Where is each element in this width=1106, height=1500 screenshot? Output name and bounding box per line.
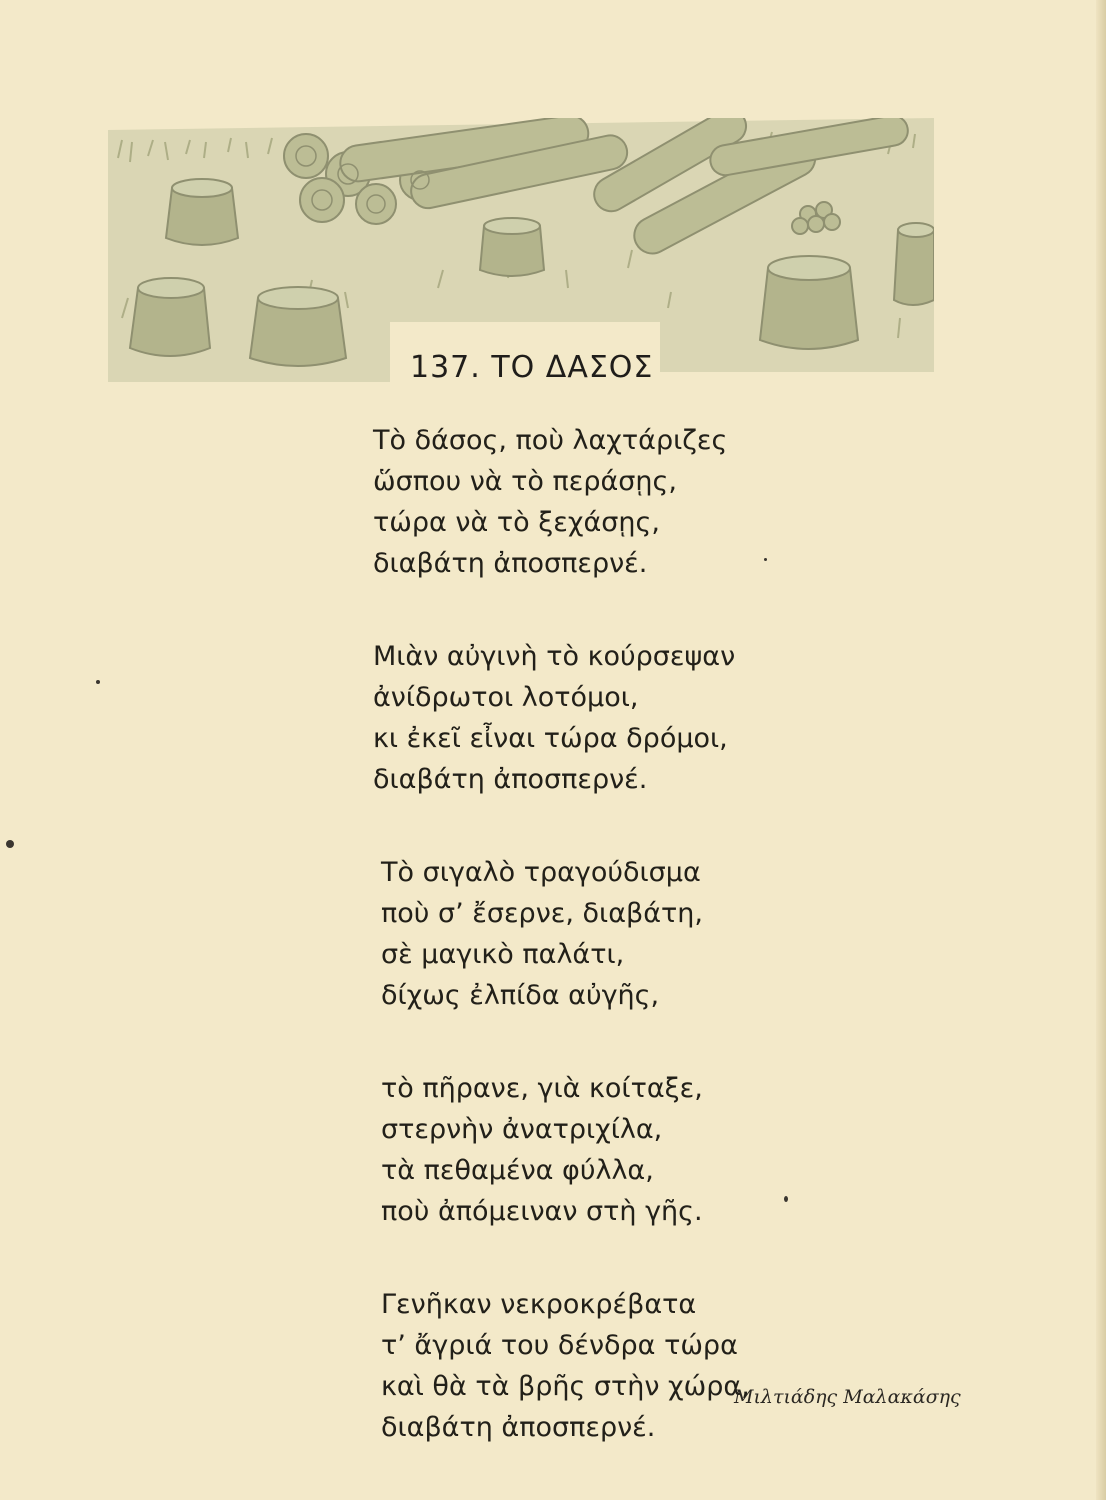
poem-line: διαβάτη ἀποσπερνέ. [381,1412,656,1443]
poem-body [373,420,973,1500]
poem-line: Τὸ δάσος, ποὺ λαχτάριζες [373,425,728,456]
poem-line: διαβάτη ἀποσπερνέ. [373,764,648,795]
poem-line: κι ἐκεῖ εἶναι τώρα δρόμοι, [373,723,728,754]
page-edge [1096,0,1106,1500]
stanza-2 [373,636,973,800]
poem-line: διαβάτη ἀποσπερνέ. [373,548,648,579]
paper-speck [6,840,14,848]
poem-line: καὶ θὰ τὰ βρῆς στὴν χώρα, [381,1371,750,1402]
poem-line: τ’ ἄγριά του δένδρα τώρα [381,1330,738,1361]
author-signature: Μιλτιάδης Μαλακάσης [734,1386,961,1408]
stanza-5 [381,1284,973,1448]
stanza-4 [381,1068,973,1232]
poem-line: Μιὰν αὐγινὴ τὸ κούρσεψαν [373,641,736,672]
paper-speck [764,558,767,561]
poem-line: σὲ μαγικὸ παλάτι, [381,939,625,970]
poem-line: Τὸ σιγαλὸ τραγούδισμα [381,857,701,888]
forest-stumps-logs-illustration [108,118,934,382]
paper-speck [96,680,100,684]
poem-line: ἀνίδρωτοι λοτόμοι, [373,682,639,713]
poem-line: ὥσπου νὰ τὸ περάσῃς, [373,466,677,497]
poem-title: 137. ΤΟ ΔΑΣΟΣ [410,350,654,385]
paper-speck [784,1196,788,1202]
poem-line: Γενῆκαν νεκροκρέβατα [381,1289,697,1320]
stanza-3 [381,852,973,1016]
poem-line: ποὺ σ’ ἔσερνε, διαβάτη, [381,898,703,929]
poem-line: τώρα νὰ τὸ ξεχάσῃς, [373,507,660,538]
poem-line: στερνὴν ἀνατριχίλα, [381,1114,663,1145]
stanza-1 [373,420,973,584]
poem-line: ποὺ ἀπόμειναν στὴ γῆς. [381,1196,703,1227]
poem-line: τὰ πεθαμένα φύλλα, [381,1155,654,1186]
poem-line: τὸ πῆρανε, γιὰ κοίταξε, [381,1073,703,1104]
poem-line: δίχως ἐλπίδα αὐγῆς, [381,980,660,1011]
